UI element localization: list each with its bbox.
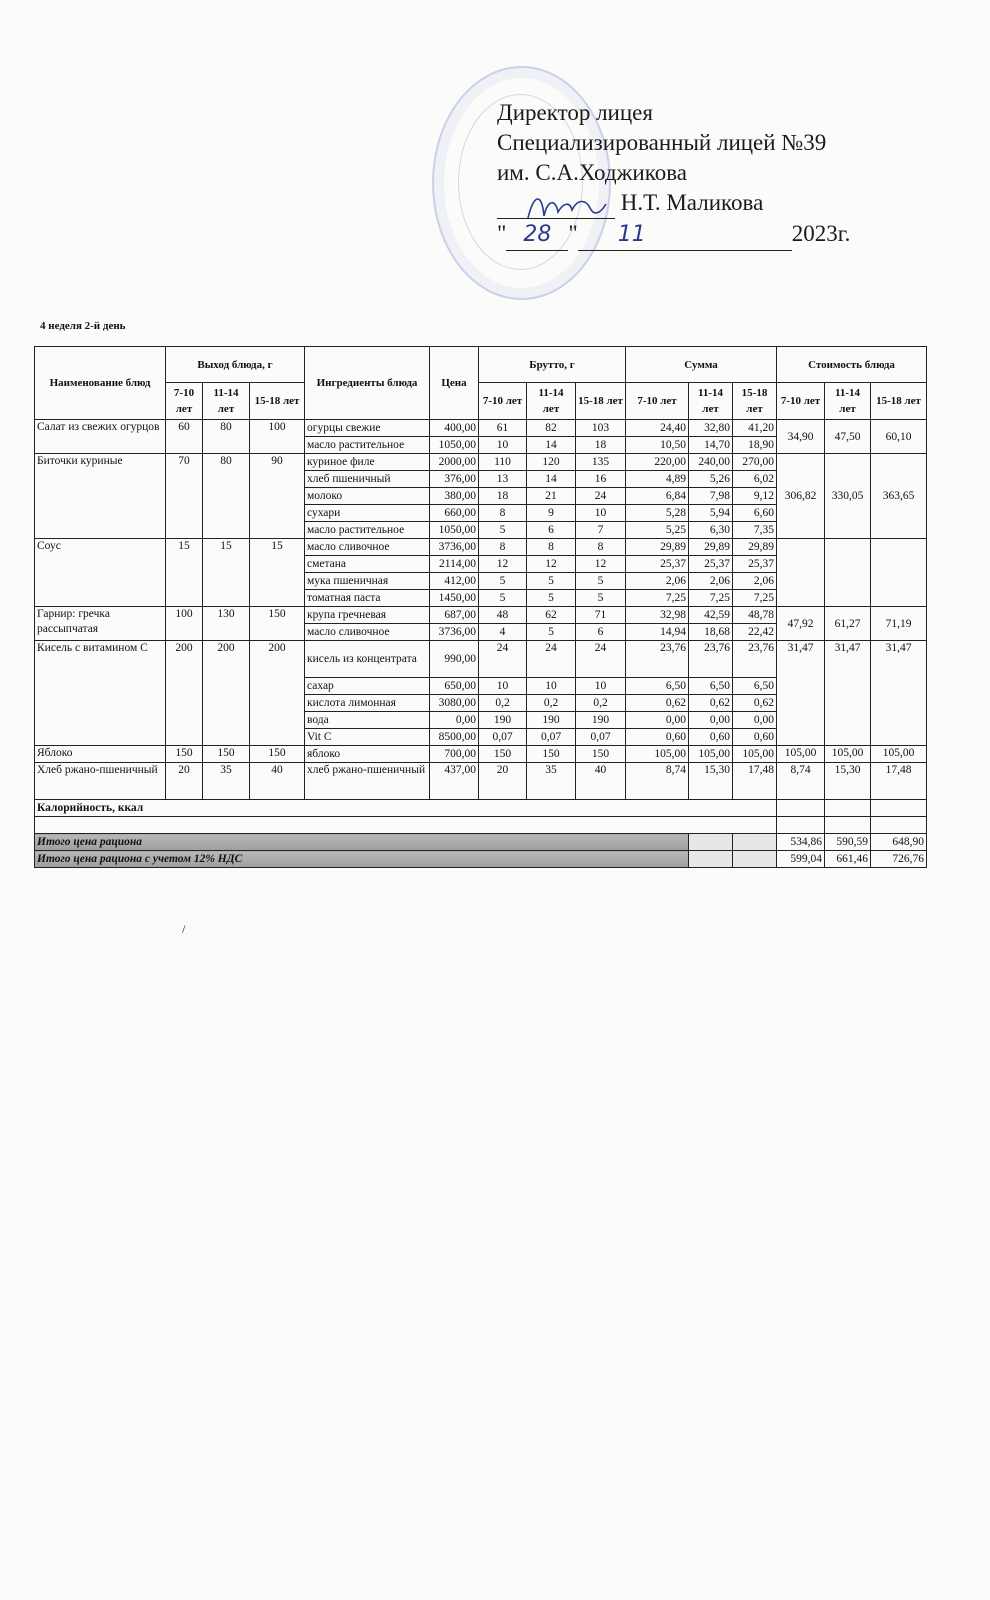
header-cost-11-14: 11-14 лет	[825, 383, 871, 420]
header-age-11-14: 11-14 лет	[203, 383, 250, 420]
sum-11-14: 2,06	[689, 573, 733, 590]
output-15-18: 200	[250, 641, 305, 746]
sum-11-14: 42,59	[689, 607, 733, 624]
output-15-18: 150	[250, 607, 305, 641]
sum-15-18: 0,62	[733, 695, 777, 712]
signer-name: Н.Т. Маликова	[620, 190, 764, 215]
table-row	[35, 607, 927, 624]
ingredient-price: 650,00	[430, 678, 479, 695]
sum-11-14: 7,25	[689, 590, 733, 607]
sum-15-18: 7,25	[733, 590, 777, 607]
sum-15-18: 22,42	[733, 624, 777, 641]
sum-7-10: 4,89	[626, 471, 689, 488]
header-gross-7-10: 7-10 лет	[479, 383, 527, 420]
sum-15-18: 17,48	[733, 763, 777, 800]
output-7-10: 70	[166, 454, 203, 539]
sum-15-18: 29,89	[733, 539, 777, 556]
ingredient-price: 2114,00	[430, 556, 479, 573]
gross-15-18: 18	[576, 437, 626, 454]
header-sum-15-18: 15-18 лет	[733, 383, 777, 420]
sum-11-14: 6,50	[689, 678, 733, 695]
cost-7-10: 47,92	[777, 607, 825, 641]
sum-11-14: 23,76	[689, 641, 733, 678]
gross-7-10: 5	[479, 522, 527, 539]
dish-name: Соус	[35, 539, 166, 607]
gross-7-10: 0,2	[479, 695, 527, 712]
gross-7-10: 18	[479, 488, 527, 505]
ingredient-name: хлеб ржано-пшеничный	[305, 763, 430, 800]
output-11-14: 200	[203, 641, 250, 746]
sum-11-14: 25,37	[689, 556, 733, 573]
menu-table	[34, 346, 927, 868]
ingredient-name: томатная паста	[305, 590, 430, 607]
ingredient-price: 700,00	[430, 746, 479, 763]
sum-15-18: 7,35	[733, 522, 777, 539]
cost-11-14: 31,47	[825, 641, 871, 746]
approval-title: Директор лицея	[497, 100, 653, 125]
sum-7-10: 0,60	[626, 729, 689, 746]
gross-15-18: 0,07	[576, 729, 626, 746]
output-15-18: 15	[250, 539, 305, 607]
blank-row	[35, 817, 927, 834]
cost-7-10	[777, 539, 825, 607]
sum-11-14: 105,00	[689, 746, 733, 763]
cost-11-14: 105,00	[825, 746, 871, 763]
gross-7-10: 10	[479, 678, 527, 695]
header-cost: Стоимость блюда	[777, 347, 927, 383]
sum-11-14: 0,00	[689, 712, 733, 729]
calories-row	[35, 800, 927, 817]
table-row	[35, 420, 927, 437]
ingredient-price: 1050,00	[430, 437, 479, 454]
sum-11-14: 18,68	[689, 624, 733, 641]
ration-total-15-18: 648,90	[871, 834, 927, 851]
vat-total-7-10: 599,04	[777, 851, 825, 868]
gross-11-14: 35	[527, 763, 576, 800]
gross-7-10: 110	[479, 454, 527, 471]
gross-15-18: 0,2	[576, 695, 626, 712]
gross-15-18: 24	[576, 641, 626, 678]
ingredient-name: масло растительное	[305, 522, 430, 539]
cost-11-14: 15,30	[825, 763, 871, 800]
gross-7-10: 24	[479, 641, 527, 678]
cost-7-10: 31,47	[777, 641, 825, 746]
sum-11-14: 32,80	[689, 420, 733, 437]
ingredient-price: 990,00	[430, 641, 479, 678]
header-dish: Наименование блюд	[35, 347, 166, 420]
cost-7-10: 306,82	[777, 454, 825, 539]
ingredient-name: молоко	[305, 488, 430, 505]
header-cost-7-10: 7-10 лет	[777, 383, 825, 420]
ingredient-price: 660,00	[430, 505, 479, 522]
sum-15-18: 41,20	[733, 420, 777, 437]
sum-15-18: 270,00	[733, 454, 777, 471]
gross-11-14: 24	[527, 641, 576, 678]
sum-11-14: 15,30	[689, 763, 733, 800]
gross-11-14: 10	[527, 678, 576, 695]
gross-11-14: 9	[527, 505, 576, 522]
gross-7-10: 20	[479, 763, 527, 800]
sum-7-10: 220,00	[626, 454, 689, 471]
gross-15-18: 10	[576, 678, 626, 695]
menu-table-body	[35, 420, 927, 800]
output-15-18: 150	[250, 746, 305, 763]
cost-11-14: 61,27	[825, 607, 871, 641]
sum-15-18: 25,37	[733, 556, 777, 573]
approval-block	[497, 98, 957, 251]
sum-15-18: 0,60	[733, 729, 777, 746]
ingredient-price: 8500,00	[430, 729, 479, 746]
ingredient-price: 412,00	[430, 573, 479, 590]
ingredient-name: сухари	[305, 505, 430, 522]
header-price: Цена	[430, 347, 479, 420]
ingredient-name: вода	[305, 712, 430, 729]
gross-15-18: 5	[576, 590, 626, 607]
header-gross-11-14: 11-14 лет	[527, 383, 576, 420]
ingredient-name: куриное филе	[305, 454, 430, 471]
stray-mark: /	[182, 922, 186, 936]
output-11-14: 80	[203, 420, 250, 454]
ration-total-7-10: 534,86	[777, 834, 825, 851]
gross-7-10: 13	[479, 471, 527, 488]
gross-15-18: 24	[576, 488, 626, 505]
output-7-10: 200	[166, 641, 203, 746]
ration-total-label: Итого цена рациона	[35, 834, 689, 851]
sum-15-18: 6,02	[733, 471, 777, 488]
gross-11-14: 5	[527, 573, 576, 590]
output-7-10: 100	[166, 607, 203, 641]
sum-15-18: 6,50	[733, 678, 777, 695]
output-7-10: 20	[166, 763, 203, 800]
sum-15-18: 105,00	[733, 746, 777, 763]
gross-15-18: 12	[576, 556, 626, 573]
sum-7-10: 29,89	[626, 539, 689, 556]
ingredient-price: 3736,00	[430, 624, 479, 641]
sum-7-10: 6,50	[626, 678, 689, 695]
gross-15-18: 7	[576, 522, 626, 539]
dish-name: Кисель с витамином С	[35, 641, 166, 746]
vat-total-15-18: 726,76	[871, 851, 927, 868]
sum-11-14: 29,89	[689, 539, 733, 556]
gross-15-18: 8	[576, 539, 626, 556]
header-sum-11-14: 11-14 лет	[689, 383, 733, 420]
gross-7-10: 12	[479, 556, 527, 573]
sum-15-18: 23,76	[733, 641, 777, 678]
ingredient-price: 2000,00	[430, 454, 479, 471]
ingredient-price: 687,00	[430, 607, 479, 624]
sum-7-10: 0,62	[626, 695, 689, 712]
week-label: 4 неделя 2-й день	[40, 320, 126, 332]
dish-name: Биточки куриные	[35, 454, 166, 539]
approval-date: " 28 " 11 2023г.	[497, 219, 957, 251]
sum-7-10: 6,84	[626, 488, 689, 505]
handwritten-signature	[520, 188, 610, 228]
ingredient-price: 3736,00	[430, 539, 479, 556]
sum-11-14: 14,70	[689, 437, 733, 454]
ingredient-name: сметана	[305, 556, 430, 573]
sum-7-10: 2,06	[626, 573, 689, 590]
output-15-18: 100	[250, 420, 305, 454]
header-cost-15-18: 15-18 лет	[871, 383, 927, 420]
ingredient-name: масло растительное	[305, 437, 430, 454]
ingredient-price: 1050,00	[430, 522, 479, 539]
output-7-10: 15	[166, 539, 203, 607]
table-row	[35, 539, 927, 556]
header-age-7-10: 7-10 лет	[166, 383, 203, 420]
cost-15-18: 105,00	[871, 746, 927, 763]
date-day: 28	[506, 220, 568, 251]
gross-11-14: 150	[527, 746, 576, 763]
gross-7-10: 150	[479, 746, 527, 763]
ingredient-name: мука пшеничная	[305, 573, 430, 590]
ingredient-price: 376,00	[430, 471, 479, 488]
date-month: 11	[578, 220, 792, 251]
gross-7-10: 0,07	[479, 729, 527, 746]
table-row	[35, 454, 927, 471]
ingredient-price: 1450,00	[430, 590, 479, 607]
gross-11-14: 14	[527, 437, 576, 454]
vat-total-row	[35, 851, 927, 868]
cost-7-10: 34,90	[777, 420, 825, 454]
gross-15-18: 5	[576, 573, 626, 590]
sum-15-18: 0,00	[733, 712, 777, 729]
cost-15-18: 17,48	[871, 763, 927, 800]
sum-15-18: 2,06	[733, 573, 777, 590]
ration-total-row	[35, 834, 927, 851]
table-row	[35, 763, 927, 800]
output-11-14: 80	[203, 454, 250, 539]
gross-7-10: 5	[479, 573, 527, 590]
dish-name: Яблоко	[35, 746, 166, 763]
gross-11-14: 0,2	[527, 695, 576, 712]
sum-15-18: 6,60	[733, 505, 777, 522]
vat-total-label: Итого цена рациона с учетом 12% НДС	[35, 851, 689, 868]
ingredient-price: 437,00	[430, 763, 479, 800]
sum-7-10: 0,00	[626, 712, 689, 729]
approval-school: Специализированный лицей №39	[497, 130, 827, 155]
gross-7-10: 190	[479, 712, 527, 729]
header-age-15-18: 15-18 лет	[250, 383, 305, 420]
sum-7-10: 8,74	[626, 763, 689, 800]
ingredient-name: Vit C	[305, 729, 430, 746]
sum-7-10: 24,40	[626, 420, 689, 437]
table-row	[35, 746, 927, 763]
sum-7-10: 7,25	[626, 590, 689, 607]
gross-15-18: 150	[576, 746, 626, 763]
sum-15-18: 18,90	[733, 437, 777, 454]
cost-15-18: 31,47	[871, 641, 927, 746]
output-7-10: 60	[166, 420, 203, 454]
sum-11-14: 0,60	[689, 729, 733, 746]
gross-15-18: 135	[576, 454, 626, 471]
sum-7-10: 14,94	[626, 624, 689, 641]
sum-7-10: 25,37	[626, 556, 689, 573]
dish-name: Гарнир: гречка рассыпчатая	[35, 607, 166, 641]
sum-15-18: 9,12	[733, 488, 777, 505]
sum-7-10: 10,50	[626, 437, 689, 454]
vat-total-11-14: 661,46	[825, 851, 871, 868]
gross-11-14: 14	[527, 471, 576, 488]
header-gross-15-18: 15-18 лет	[576, 383, 626, 420]
cost-11-14: 47,50	[825, 420, 871, 454]
cost-11-14	[825, 539, 871, 607]
ingredient-name: кислота лимонная	[305, 695, 430, 712]
gross-11-14: 6	[527, 522, 576, 539]
sum-11-14: 0,62	[689, 695, 733, 712]
table-row	[35, 641, 927, 678]
sum-7-10: 32,98	[626, 607, 689, 624]
ingredient-name: крупа гречневая	[305, 607, 430, 624]
gross-7-10: 5	[479, 590, 527, 607]
sum-11-14: 5,26	[689, 471, 733, 488]
output-15-18: 90	[250, 454, 305, 539]
header-gross: Брутто, г	[479, 347, 626, 383]
dish-name: Салат из свежих огурцов	[35, 420, 166, 454]
ingredient-name: яблоко	[305, 746, 430, 763]
ingredient-name: хлеб пшеничный	[305, 471, 430, 488]
gross-11-14: 120	[527, 454, 576, 471]
gross-11-14: 12	[527, 556, 576, 573]
header-sum: Сумма	[626, 347, 777, 383]
gross-15-18: 16	[576, 471, 626, 488]
calories-label: Калорийность, ккал	[35, 800, 777, 817]
cost-7-10: 105,00	[777, 746, 825, 763]
gross-15-18: 10	[576, 505, 626, 522]
cost-11-14: 330,05	[825, 454, 871, 539]
gross-11-14: 62	[527, 607, 576, 624]
ingredient-name: огурцы свежие	[305, 420, 430, 437]
output-11-14: 130	[203, 607, 250, 641]
header-ingredients: Ингредиенты блюда	[305, 347, 430, 420]
gross-11-14: 0,07	[527, 729, 576, 746]
output-11-14: 15	[203, 539, 250, 607]
ingredient-price: 3080,00	[430, 695, 479, 712]
gross-11-14: 8	[527, 539, 576, 556]
date-year: 2023г.	[791, 221, 851, 246]
cost-15-18: 363,65	[871, 454, 927, 539]
gross-7-10: 8	[479, 539, 527, 556]
gross-15-18: 103	[576, 420, 626, 437]
cost-7-10: 8,74	[777, 763, 825, 800]
gross-15-18: 71	[576, 607, 626, 624]
ingredient-price: 400,00	[430, 420, 479, 437]
gross-7-10: 4	[479, 624, 527, 641]
ingredient-name: сахар	[305, 678, 430, 695]
dish-name: Хлеб ржано-пшеничный	[35, 763, 166, 800]
output-15-18: 40	[250, 763, 305, 800]
gross-7-10: 48	[479, 607, 527, 624]
ingredient-price: 0,00	[430, 712, 479, 729]
approval-school-name: им. С.А.Ходжикова	[497, 160, 687, 185]
gross-15-18: 6	[576, 624, 626, 641]
cost-15-18: 60,10	[871, 420, 927, 454]
ingredient-price: 380,00	[430, 488, 479, 505]
gross-11-14: 5	[527, 624, 576, 641]
header-output: Выход блюда, г	[166, 347, 305, 383]
sum-11-14: 240,00	[689, 454, 733, 471]
gross-15-18: 190	[576, 712, 626, 729]
sum-11-14: 5,94	[689, 505, 733, 522]
gross-11-14: 5	[527, 590, 576, 607]
gross-7-10: 61	[479, 420, 527, 437]
gross-15-18: 40	[576, 763, 626, 800]
gross-7-10: 10	[479, 437, 527, 454]
header-sum-7-10: 7-10 лет	[626, 383, 689, 420]
ingredient-name: масло сливочное	[305, 624, 430, 641]
sum-7-10: 5,25	[626, 522, 689, 539]
ration-total-11-14: 590,59	[825, 834, 871, 851]
gross-11-14: 21	[527, 488, 576, 505]
cost-15-18: 71,19	[871, 607, 927, 641]
sum-7-10: 5,28	[626, 505, 689, 522]
sum-15-18: 48,78	[733, 607, 777, 624]
sum-7-10: 23,76	[626, 641, 689, 678]
sum-11-14: 6,30	[689, 522, 733, 539]
sum-7-10: 105,00	[626, 746, 689, 763]
sum-11-14: 7,98	[689, 488, 733, 505]
output-11-14: 35	[203, 763, 250, 800]
output-7-10: 150	[166, 746, 203, 763]
ingredient-name: кисель из концентрата	[305, 641, 430, 678]
gross-7-10: 8	[479, 505, 527, 522]
ingredient-name: масло сливочное	[305, 539, 430, 556]
gross-11-14: 190	[527, 712, 576, 729]
gross-11-14: 82	[527, 420, 576, 437]
output-11-14: 150	[203, 746, 250, 763]
cost-15-18	[871, 539, 927, 607]
